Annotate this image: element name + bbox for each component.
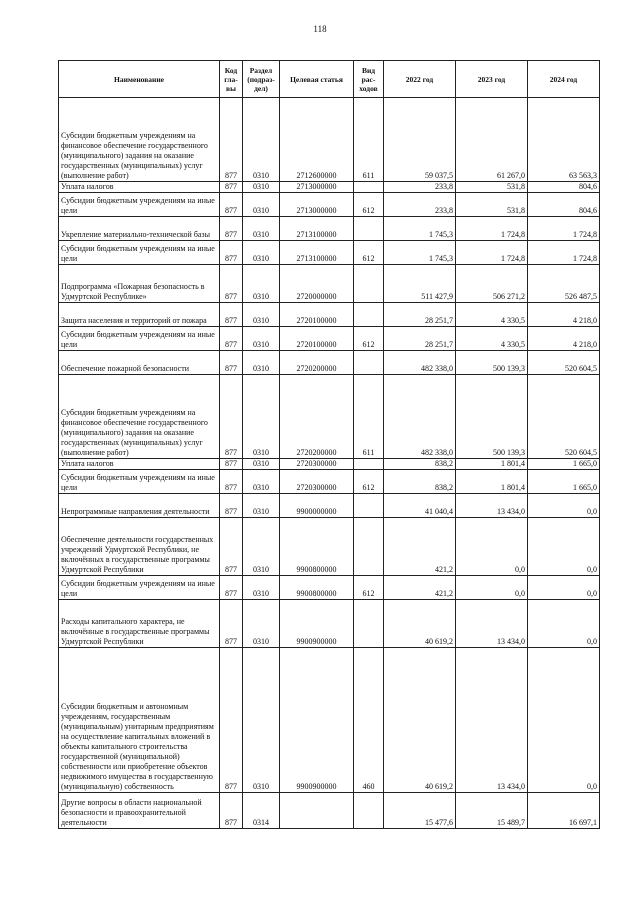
row-chapter: 877 (220, 518, 243, 576)
row-2024: 526 487,5 (528, 265, 600, 303)
row-name: Субсидии бюджетным учреждениям на иные цели (59, 241, 220, 265)
row-name: Субсидии бюджетным учреждениям на иные цели (59, 470, 220, 494)
row-section: 0310 (243, 600, 280, 648)
row-section: 0310 (243, 193, 280, 217)
row-2024: 0,0 (528, 494, 600, 518)
row-2024: 520 604,5 (528, 351, 600, 375)
row-name: Субсидии бюджетным учреждениям на финансовое обеспечение государственного (муниципального) задания на оказание государственных (муниципальных) услуг (выполнение работ) (59, 98, 220, 182)
row-section: 0310 (243, 265, 280, 303)
row-2023: 13 434,0 (456, 648, 528, 793)
row-section: 0310 (243, 459, 280, 470)
row-chapter: 877 (220, 303, 243, 327)
row-2024: 1 724,8 (528, 217, 600, 241)
row-type: 611 (354, 375, 384, 459)
row-type (354, 600, 384, 648)
page-number: 118 (313, 24, 327, 34)
row-2022: 233,8 (384, 182, 456, 193)
row-2023: 15 489,7 (456, 793, 528, 829)
row-chapter: 877 (220, 600, 243, 648)
row-2022: 482 338,0 (384, 375, 456, 459)
row-2024: 0,0 (528, 600, 600, 648)
row-target: 9900000000 (280, 494, 354, 518)
header-2022: 2022 год (384, 61, 456, 98)
row-name: Субсидии бюджетным учреждениям на иные цели (59, 576, 220, 600)
row-section: 0310 (243, 351, 280, 375)
table-row (59, 182, 600, 193)
row-type: 612 (354, 241, 384, 265)
row-2022: 28 251,7 (384, 327, 456, 351)
row-name: Субсидии бюджетным учреждениям на иные цели (59, 327, 220, 351)
row-chapter: 877 (220, 351, 243, 375)
header-2024: 2024 год (528, 61, 600, 98)
table-row (59, 217, 600, 241)
row-section: 0310 (243, 494, 280, 518)
row-target: 2713000000 (280, 182, 354, 193)
row-target: 9900900000 (280, 600, 354, 648)
table-row (59, 793, 600, 829)
row-target: 2713100000 (280, 241, 354, 265)
row-target: 2720100000 (280, 327, 354, 351)
row-chapter: 877 (220, 327, 243, 351)
row-section: 0310 (243, 470, 280, 494)
row-2023: 0,0 (456, 576, 528, 600)
row-type (354, 182, 384, 193)
row-chapter: 877 (220, 375, 243, 459)
row-2022: 40 619,2 (384, 648, 456, 793)
row-type (354, 265, 384, 303)
row-2023: 500 139,3 (456, 375, 528, 459)
header-row (59, 61, 600, 98)
row-section: 0310 (243, 327, 280, 351)
header-chapter: Код гла-вы (220, 61, 243, 98)
row-type: 612 (354, 576, 384, 600)
row-2024: 4 218,0 (528, 303, 600, 327)
row-target (280, 793, 354, 829)
row-section: 0310 (243, 182, 280, 193)
row-type: 612 (354, 193, 384, 217)
header-name: Наименование (59, 61, 220, 98)
table-row (59, 470, 600, 494)
row-2024: 520 604,5 (528, 375, 600, 459)
row-2024: 16 697,1 (528, 793, 600, 829)
row-section: 0310 (243, 576, 280, 600)
row-name: Обеспечение пожарной безопасности (59, 351, 220, 375)
row-2023: 531,8 (456, 193, 528, 217)
row-2024: 0,0 (528, 576, 600, 600)
row-section: 0310 (243, 98, 280, 182)
row-2024: 63 563,3 (528, 98, 600, 182)
row-type (354, 518, 384, 576)
row-target: 9900800000 (280, 576, 354, 600)
row-2024: 1 665,0 (528, 459, 600, 470)
row-name: Другие вопросы в области национальной безопасности и правоохранительной деятельности (59, 793, 220, 829)
row-section: 0314 (243, 793, 280, 829)
row-section: 0310 (243, 303, 280, 327)
header-target: Целевая статья (280, 61, 354, 98)
table-row (59, 303, 600, 327)
row-type (354, 217, 384, 241)
row-section: 0310 (243, 518, 280, 576)
row-2023: 1 724,8 (456, 217, 528, 241)
row-2022: 15 477,6 (384, 793, 456, 829)
row-2022: 421,2 (384, 576, 456, 600)
row-2022: 59 037,5 (384, 98, 456, 182)
row-target: 2720100000 (280, 303, 354, 327)
row-section: 0310 (243, 375, 280, 459)
row-2022: 41 040,4 (384, 494, 456, 518)
table-row (59, 327, 600, 351)
row-2024: 0,0 (528, 648, 600, 793)
row-section: 0310 (243, 648, 280, 793)
row-type: 612 (354, 327, 384, 351)
row-type: 611 (354, 98, 384, 182)
row-2022: 40 619,2 (384, 600, 456, 648)
row-chapter: 877 (220, 241, 243, 265)
row-chapter: 877 (220, 470, 243, 494)
row-name: Расходы капитального характера, не включённые в государственные программы Удмуртской Республики (59, 600, 220, 648)
row-2022: 1 745,3 (384, 241, 456, 265)
row-type: 612 (354, 470, 384, 494)
row-section: 0310 (243, 217, 280, 241)
row-chapter: 877 (220, 217, 243, 241)
table-row (59, 375, 600, 459)
row-2022: 482 338,0 (384, 351, 456, 375)
header-section: Раздел (подраз-дел) (243, 61, 280, 98)
table-row (59, 265, 600, 303)
row-target: 2720300000 (280, 459, 354, 470)
row-chapter: 877 (220, 576, 243, 600)
row-name: Укрепление материально-технической базы (59, 217, 220, 241)
row-target: 2720000000 (280, 265, 354, 303)
row-2023: 500 139,3 (456, 351, 528, 375)
row-chapter: 877 (220, 265, 243, 303)
row-type (354, 793, 384, 829)
row-2023: 4 330,5 (456, 327, 528, 351)
row-2022: 421,2 (384, 518, 456, 576)
row-2023: 1 801,4 (456, 459, 528, 470)
row-2022: 838,2 (384, 470, 456, 494)
row-chapter: 877 (220, 459, 243, 470)
row-name: Субсидии бюджетным учреждениям на финансовое обеспечение государственного (муниципального) задания на оказание государственных (муниципальных) услуг (выполнение работ) (59, 375, 220, 459)
row-2023: 13 434,0 (456, 494, 528, 518)
row-target: 2713000000 (280, 193, 354, 217)
table-row (59, 576, 600, 600)
row-chapter: 877 (220, 793, 243, 829)
row-type (354, 303, 384, 327)
table-row (59, 600, 600, 648)
table-row (59, 518, 600, 576)
table-row (59, 648, 600, 793)
row-target: 2720200000 (280, 375, 354, 459)
row-2022: 838,2 (384, 459, 456, 470)
row-chapter: 877 (220, 182, 243, 193)
row-name: Уплата налогов (59, 182, 220, 193)
row-name: Непрограммные направления деятельности (59, 494, 220, 518)
row-chapter: 877 (220, 494, 243, 518)
row-2023: 1 801,4 (456, 470, 528, 494)
row-target: 2712600000 (280, 98, 354, 182)
row-chapter: 877 (220, 193, 243, 217)
row-name: Подпрограмма «Пожарная безопасность в Удмуртской Республике» (59, 265, 220, 303)
row-2022: 511 427,9 (384, 265, 456, 303)
row-2023: 531,8 (456, 182, 528, 193)
row-type (354, 351, 384, 375)
row-2023: 13 434,0 (456, 600, 528, 648)
row-target: 2720200000 (280, 351, 354, 375)
row-name: Обеспечение деятельности государственных учреждений Удмуртской Республики, не включённых в государственные программы Удмуртской Республики (59, 518, 220, 576)
row-2024: 804,6 (528, 182, 600, 193)
table-row (59, 193, 600, 217)
table-row (59, 351, 600, 375)
table-row (59, 494, 600, 518)
table-row (59, 98, 600, 182)
row-name: Субсидии бюджетным учреждениям на иные цели (59, 193, 220, 217)
row-type: 460 (354, 648, 384, 793)
row-2024: 1 665,0 (528, 470, 600, 494)
row-2022: 28 251,7 (384, 303, 456, 327)
row-target: 9900800000 (280, 518, 354, 576)
table-row (59, 241, 600, 265)
row-2022: 233,8 (384, 193, 456, 217)
row-2024: 4 218,0 (528, 327, 600, 351)
row-2022: 1 745,3 (384, 217, 456, 241)
row-2024: 1 724,8 (528, 241, 600, 265)
row-target: 2713100000 (280, 217, 354, 241)
row-target: 2720300000 (280, 470, 354, 494)
row-2023: 61 267,0 (456, 98, 528, 182)
row-2024: 804,6 (528, 193, 600, 217)
header-type: Вид рас-ходов (354, 61, 384, 98)
header-2023: 2023 год (456, 61, 528, 98)
row-2023: 506 271,2 (456, 265, 528, 303)
row-chapter: 877 (220, 648, 243, 793)
row-type (354, 459, 384, 470)
row-target: 9900900000 (280, 648, 354, 793)
row-type (354, 494, 384, 518)
table-body (59, 98, 600, 829)
table-row (59, 459, 600, 470)
budget-table (58, 60, 600, 829)
row-name: Субсидии бюджетным и автономным учреждениям, государственным (муниципальным) унитарным предприятиям на осуществление капитальных вложений в объекты капитального строительства государственной (муниципальной) собственности или приобретение объектов недвижимого имущества в государственную (муниципальную) собственность (59, 648, 220, 793)
row-chapter: 877 (220, 98, 243, 182)
row-2023: 1 724,8 (456, 241, 528, 265)
row-2023: 0,0 (456, 518, 528, 576)
row-name: Уплата налогов (59, 459, 220, 470)
row-section: 0310 (243, 241, 280, 265)
row-name: Защита населения и территорий от пожара (59, 303, 220, 327)
row-2024: 0,0 (528, 518, 600, 576)
row-2023: 4 330,5 (456, 303, 528, 327)
